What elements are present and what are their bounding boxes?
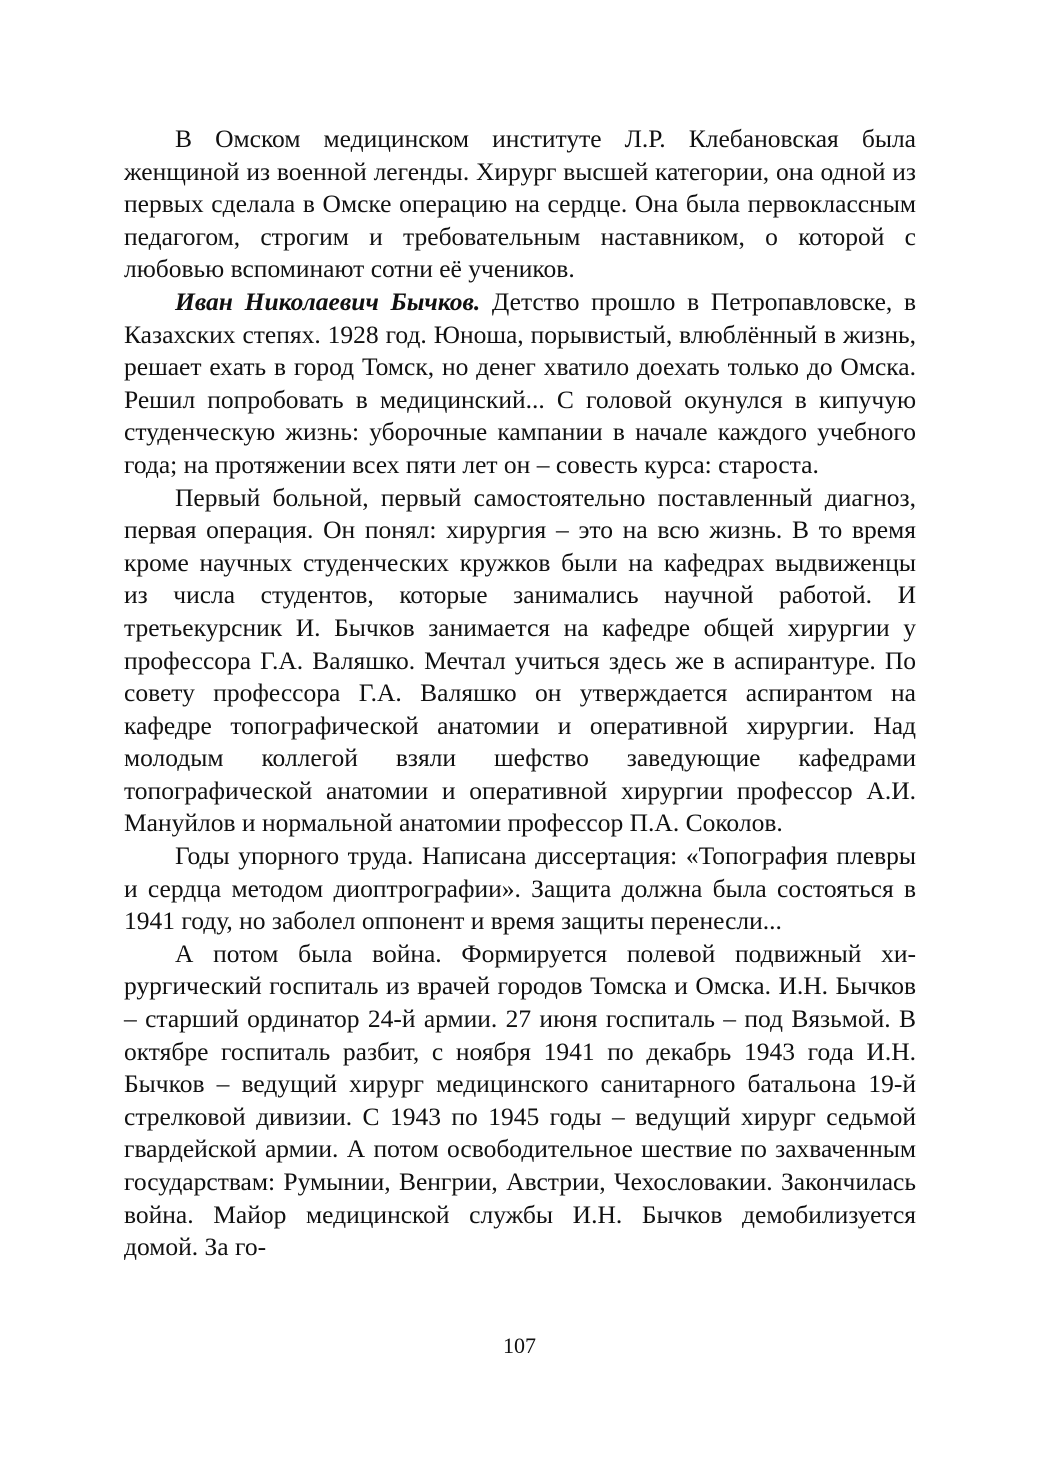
paragraph-klebanovskaya: В Омском медицинском институте Л.Р. Клебановская была женщиной из военной легенды. Хирург высшей категории, она одной из первых сделала в Омске операцию на сердце. Она была первоклассным педагогом, строгим и требовательным наставником, о которой с любовью вспоминают сотни её учеников. bbox=[124, 124, 916, 284]
paragraph-bychkov-intro-text: Детство прошло в Петропавловске, в Казахских степях. 1928 год. Юноша, порывистый, влюблённый в жизнь, решает ехать в город Томск, но денег хватило доехать только до Омска. Решил попробовать в медицинский... С головой окунулся в кипучую студенческую жизнь: уборочные кампании в начале каждого учебного года; на протяжении всех пяти лет он – совесть курса: староста. bbox=[124, 286, 916, 479]
paragraph-war: А потом была война. Формируется полевой подвижный хирургический госпиталь из врачей городов Томска и Омска. И.Н. Бычков – старший ординатор 24-й армии. 27 июня госпиталь – под Вязьмой. В октябре госпиталь разбит, с ноября 1941 по декабрь 1943 года И.Н. Бычков – ведущий хирург медицинского санитарного батальона 19-й стрелковой дивизии. С 1943 по 1945 годы – ведущий хирург седьмой гвардейской армии. А потом освободительное шествие по захваченным государствам: Румынии, Венгрии, Австрии, Чехословакии. Закончилась война. Майор медицинской службы И.Н. Бычков демобилизуется домой. За го- bbox=[124, 938, 916, 1262]
paragraph-bychkov-intro bbox=[124, 286, 916, 482]
person-name-heading: Иван Николаевич Бычков. bbox=[175, 286, 481, 316]
page-body bbox=[124, 123, 916, 1264]
paragraph-first-patient: Первый больной, первый самостоятельно поставленный диагноз, первая операция. Он понял: хирургия – это на всю жизнь. В то время кроме научных студенческих кружков были на кафедрах выдвиженцы из числа студентов, которые занимались научной работой. И третьекурсник И. Бычков занимается на кафедре общей хирургии у профессора Г.А. Валяшко. Мечтал учиться здесь же в аспирантуре. По совету профессора Г.А. Валяшко он утверждается аспирантом на кафедре топографической анатомии и оперативной хирургии. Над молодым коллегой взяли шефство заведующие кафедрами топографической анатомии и оперативной хирургии профессор А.И. Мануйлов и нормальной анатомии профессор П.А. Соколов. bbox=[124, 482, 916, 838]
page-number: 107 bbox=[503, 1333, 536, 1358]
paragraph-dissertation: Годы упорного труда. Написана диссертация: «Топография плевры и сердца методом диоптрографии». Защита должна была состояться в 1941 году, но заболел оппонент и время защиты перенесли... bbox=[124, 841, 916, 936]
